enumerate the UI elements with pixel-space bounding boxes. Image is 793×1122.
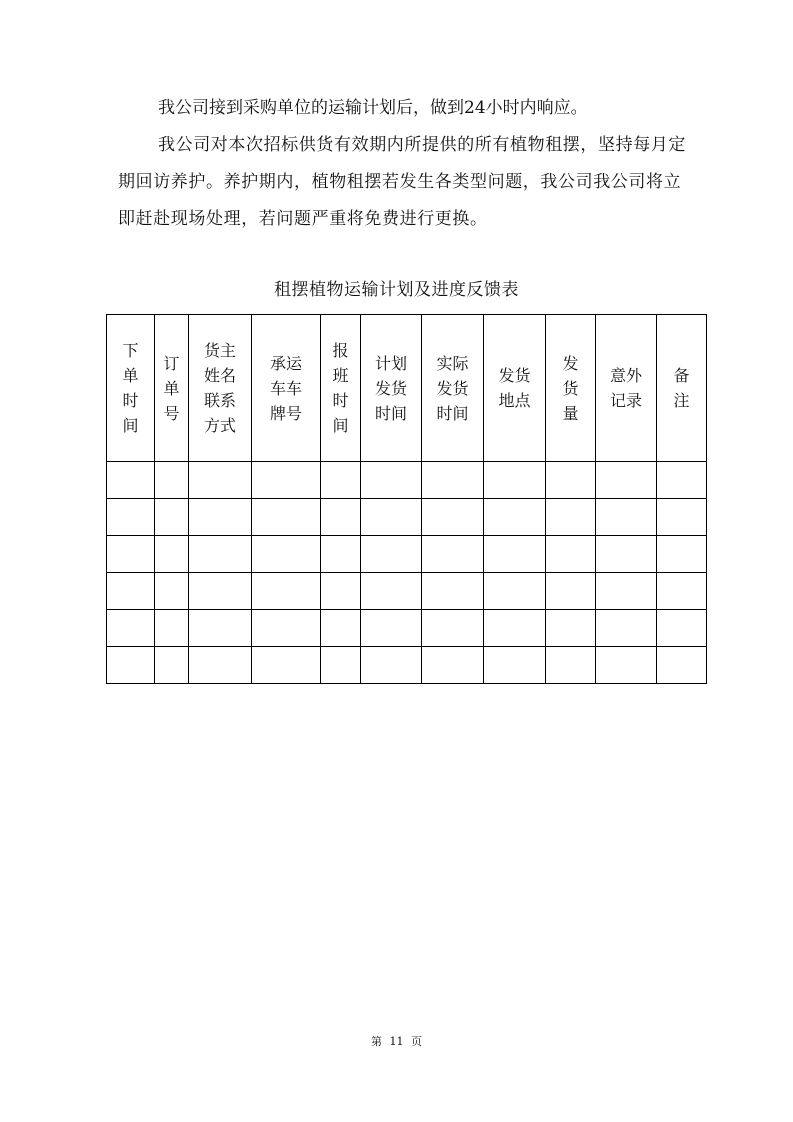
table-cell	[189, 573, 252, 610]
table-cell	[422, 610, 484, 647]
table-cell	[252, 573, 321, 610]
table-cell	[155, 499, 189, 536]
table-cell	[321, 647, 361, 684]
table-cell	[596, 462, 657, 499]
table-cell	[422, 573, 484, 610]
table-cell	[546, 647, 596, 684]
table-cell	[155, 462, 189, 499]
table-cell	[546, 573, 596, 610]
table-cell	[155, 610, 189, 647]
table-cell	[321, 499, 361, 536]
table-cell	[657, 573, 707, 610]
table-cell	[107, 610, 155, 647]
table-cell	[484, 536, 546, 573]
table-cell	[657, 499, 707, 536]
header-ship-quantity: 发 货 量	[546, 315, 596, 462]
table-row	[107, 499, 707, 536]
table-cell	[546, 499, 596, 536]
table-cell	[422, 499, 484, 536]
table-cell	[657, 462, 707, 499]
table-cell	[422, 647, 484, 684]
table-cell	[546, 610, 596, 647]
table-cell	[657, 647, 707, 684]
table-row	[107, 647, 707, 684]
table-cell	[361, 462, 422, 499]
table-cell	[361, 573, 422, 610]
table-cell	[596, 647, 657, 684]
header-incident-record: 意外 记录	[596, 315, 657, 462]
paragraph-response: 我公司接到采购单位的运输计划后，做到24小时内响应。	[158, 98, 588, 118]
table-cell	[155, 536, 189, 573]
table-cell	[596, 536, 657, 573]
table-cell	[189, 647, 252, 684]
table-cell	[252, 536, 321, 573]
table-cell	[189, 610, 252, 647]
table-cell	[596, 499, 657, 536]
header-actual-ship-time: 实际 发货 时间	[422, 315, 484, 462]
table-cell	[361, 647, 422, 684]
table-cell	[422, 536, 484, 573]
table-cell	[546, 462, 596, 499]
table-cell	[107, 573, 155, 610]
table-cell	[596, 573, 657, 610]
table-cell	[321, 536, 361, 573]
table-cell	[107, 647, 155, 684]
table-cell	[189, 536, 252, 573]
table-cell	[252, 610, 321, 647]
table-cell	[321, 610, 361, 647]
header-order-number: 订 单 号	[155, 315, 189, 462]
table-row	[107, 573, 707, 610]
table-row	[107, 536, 707, 573]
table-cell	[361, 499, 422, 536]
table-row	[107, 462, 707, 499]
table-cell	[107, 462, 155, 499]
page-number: 第 11 页	[371, 1035, 422, 1048]
paragraph-maintenance: 我公司对本次招标供货有效期内所提供的所有植物租摆，坚持每月定期回访养护。养护期内，植物租摆若发生各类型问题，我公司我公司将立即赶赴现场处理，若问题严重将免费进行更换。	[118, 135, 686, 229]
table-cell	[546, 536, 596, 573]
table-cell	[189, 462, 252, 499]
table-cell	[107, 536, 155, 573]
table-cell	[484, 499, 546, 536]
table-cell	[657, 610, 707, 647]
table-cell	[484, 610, 546, 647]
table-cell	[189, 499, 252, 536]
table-cell	[155, 647, 189, 684]
table-cell	[107, 499, 155, 536]
table-cell	[596, 610, 657, 647]
header-owner-contact: 货主 姓名 联系 方式	[189, 315, 252, 462]
table-cell	[657, 536, 707, 573]
table-cell	[252, 499, 321, 536]
header-ship-location: 发货 地点	[484, 315, 546, 462]
table-cell	[422, 462, 484, 499]
table-cell	[361, 610, 422, 647]
table-cell	[484, 573, 546, 610]
table-caption: 租摆植物运输计划及进度反馈表	[274, 280, 519, 300]
table-cell	[484, 462, 546, 499]
header-order-time: 下 单 时 间	[107, 315, 155, 462]
header-planned-ship-time: 计划 发货 时间	[361, 315, 422, 462]
table-cell	[361, 536, 422, 573]
header-remarks: 备 注	[657, 315, 707, 462]
table-cell	[252, 462, 321, 499]
header-carrier-plate: 承运 车车 牌号	[252, 315, 321, 462]
table-body	[107, 462, 707, 684]
table-cell	[321, 462, 361, 499]
table-cell	[321, 573, 361, 610]
header-report-time: 报 班 时 间	[321, 315, 361, 462]
table-cell	[155, 573, 189, 610]
table-cell	[252, 647, 321, 684]
feedback-table	[106, 314, 707, 684]
table-cell	[484, 647, 546, 684]
table-row	[107, 610, 707, 647]
table-header-row	[107, 315, 707, 462]
